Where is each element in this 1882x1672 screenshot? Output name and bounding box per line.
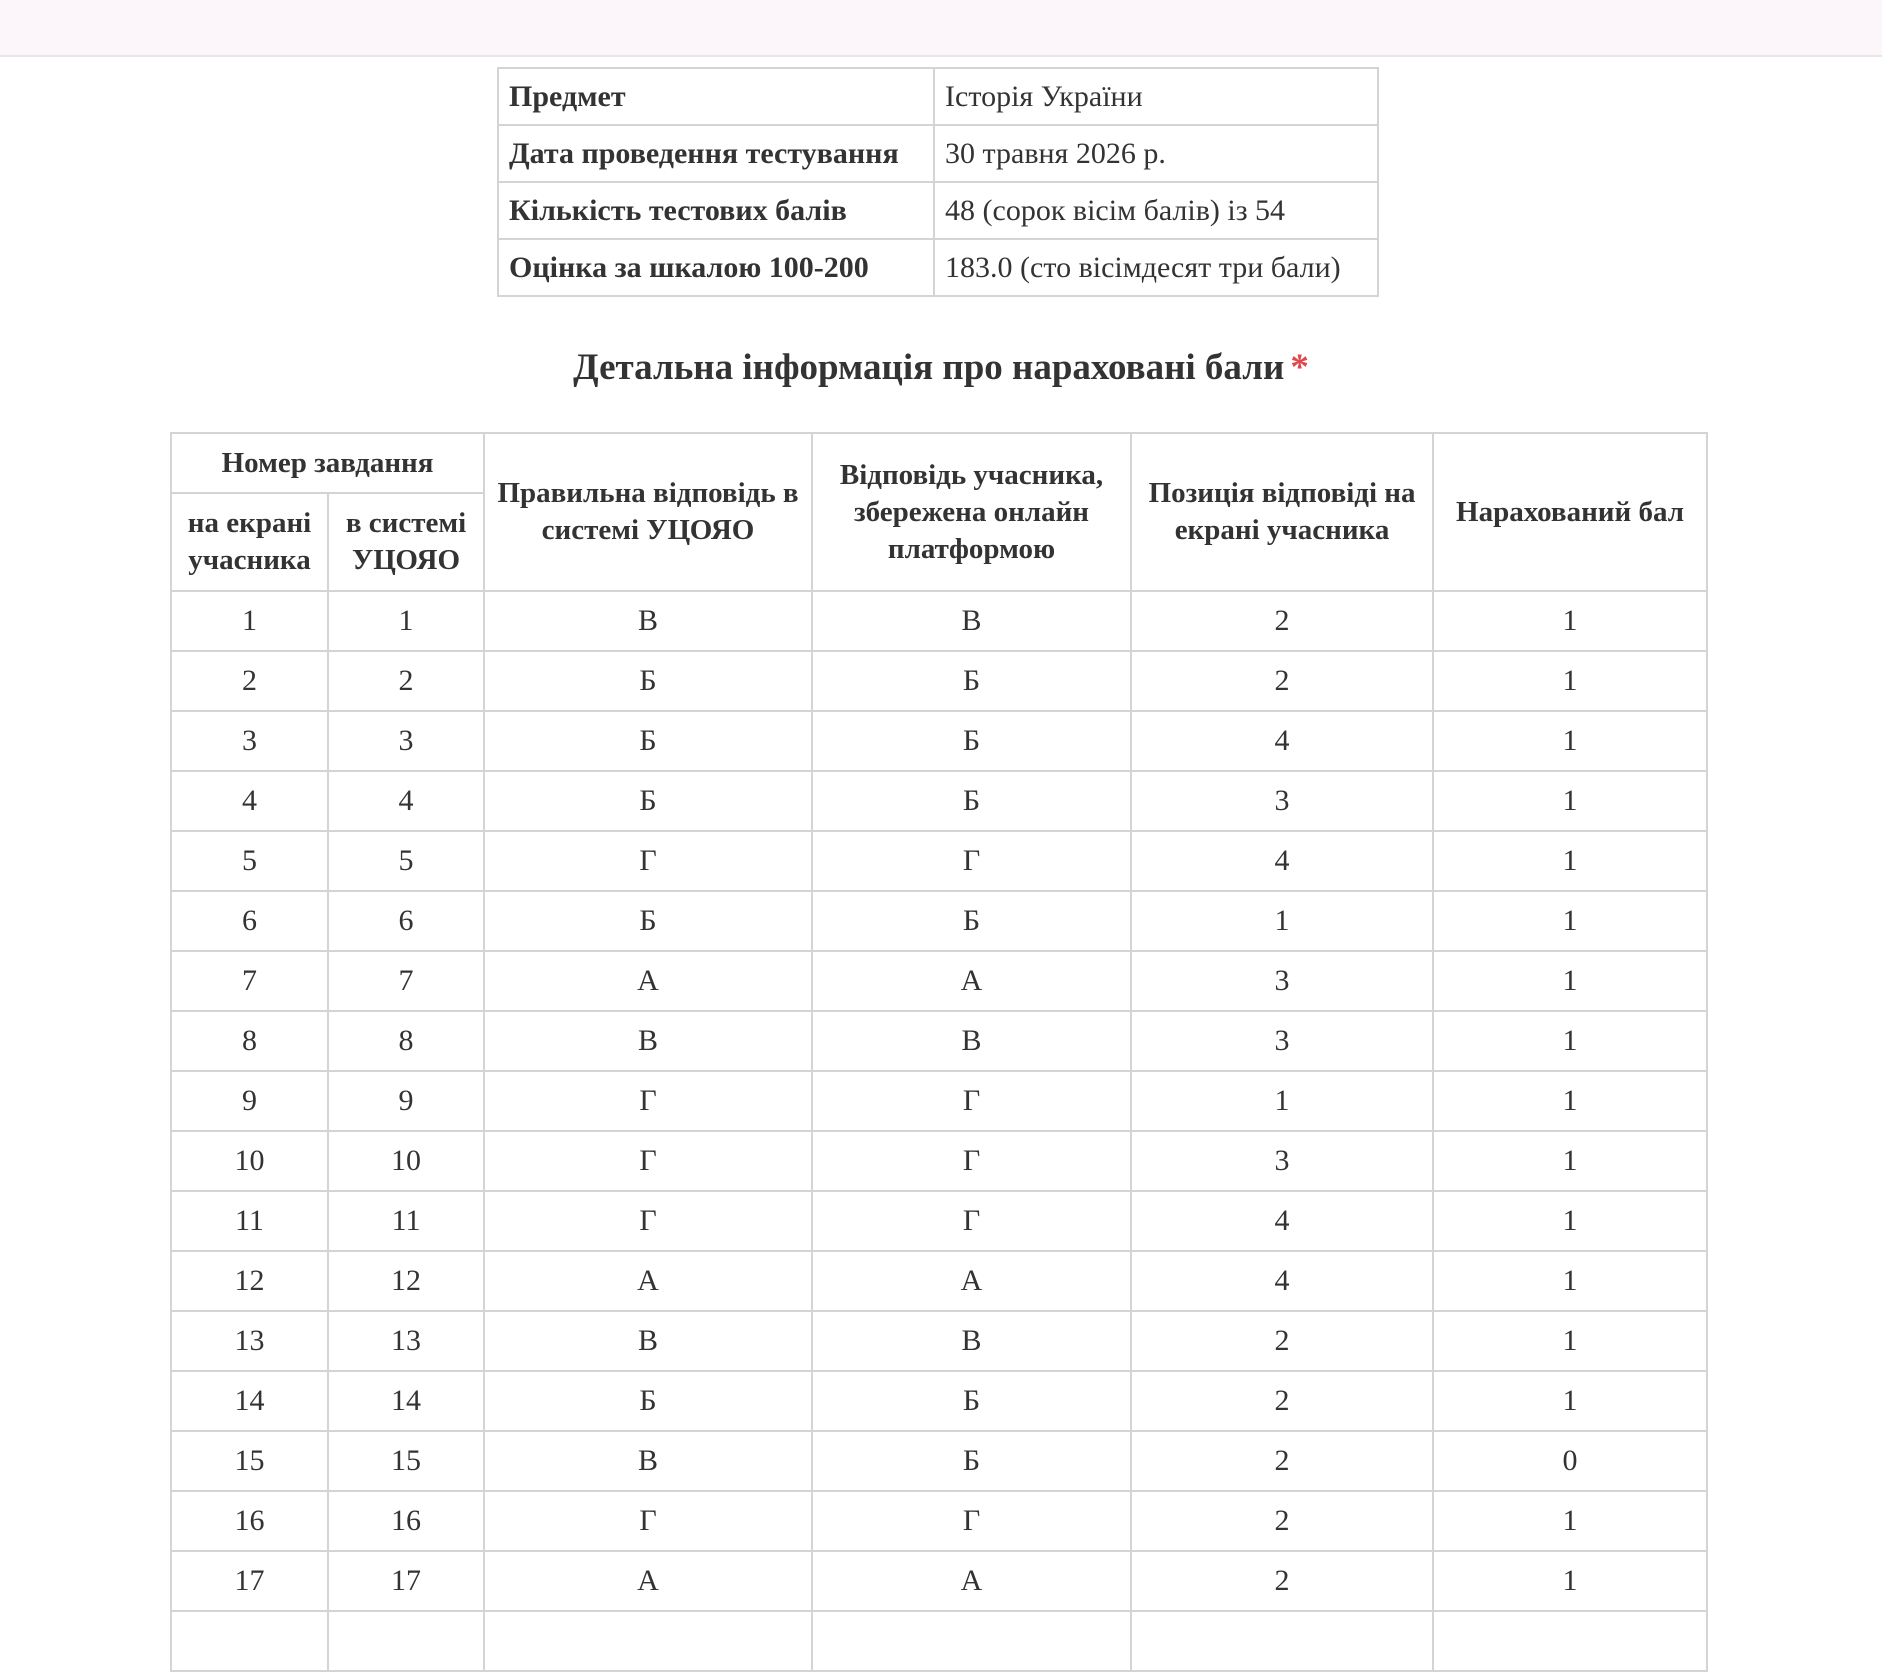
cell-task-on-screen: 11 [171,1191,328,1251]
score-details-table [170,432,1708,1672]
cell-correct-answer: Б [484,711,812,771]
table-row [171,1371,1707,1431]
cell-correct-answer: Б [484,1371,812,1431]
table-row [171,891,1707,951]
cell-participant-answer: А [812,1251,1131,1311]
cell-task-in-system: 3 [328,711,484,771]
on-screen-header: на екрані учасника [171,493,328,591]
summary-row [498,68,1378,125]
cell-answer-position: 2 [1131,651,1433,711]
table-row [171,1071,1707,1131]
cell-answer-position: 1 [1131,891,1433,951]
cell-participant-answer: Б [812,1371,1131,1431]
table-row [171,771,1707,831]
cell-score: 1 [1433,591,1707,651]
cell-task-in-system: 4 [328,771,484,831]
cell-correct-answer: Г [484,1491,812,1551]
cell-task-on-screen: 6 [171,891,328,951]
cell-answer-position: 2 [1131,591,1433,651]
cell-task-in-system: 12 [328,1251,484,1311]
cell-score: 1 [1433,891,1707,951]
cell-task-on-screen: 4 [171,771,328,831]
cell-task-on-screen: 16 [171,1491,328,1551]
cell-participant-answer: Г [812,1131,1131,1191]
cell-correct-answer: В [484,1431,812,1491]
details-table-header [171,433,1707,591]
cell-task-in-system: 8 [328,1011,484,1071]
cell-task-in-system: 6 [328,891,484,951]
summary-label: Оцінка за шкалою 100-200 [498,239,934,296]
cell-answer-position: 4 [1131,711,1433,771]
cell-correct-answer: Г [484,831,812,891]
cell-score: 1 [1433,1191,1707,1251]
cell-answer-position: 2 [1131,1431,1433,1491]
cell-correct-answer: Б [484,651,812,711]
table-row [171,1131,1707,1191]
table-row [171,1311,1707,1371]
cell-answer-position: 2 [1131,1371,1433,1431]
cell-score: 1 [1433,1551,1707,1611]
cell-answer-position: 2 [1131,1311,1433,1371]
cell-participant-answer: Г [812,831,1131,891]
cell-task-in-system [328,1611,484,1671]
table-row [171,1191,1707,1251]
cell-score: 1 [1433,1491,1707,1551]
cell-answer-position: 4 [1131,1251,1433,1311]
cell-score [1433,1611,1707,1671]
cell-task-in-system: 10 [328,1131,484,1191]
cell-answer-position: 3 [1131,771,1433,831]
details-table-body [171,591,1707,1671]
table-row [171,1551,1707,1611]
summary-row [498,182,1378,239]
cell-answer-position: 2 [1131,1551,1433,1611]
cell-participant-answer: Г [812,1071,1131,1131]
cell-task-on-screen: 7 [171,951,328,1011]
cell-task-on-screen: 9 [171,1071,328,1131]
cell-correct-answer: В [484,1011,812,1071]
summary-row [498,125,1378,182]
cell-correct-answer: А [484,951,812,1011]
cell-task-in-system: 15 [328,1431,484,1491]
cell-task-in-system: 13 [328,1311,484,1371]
cell-task-on-screen: 3 [171,711,328,771]
table-row [171,831,1707,891]
cell-answer-position: 3 [1131,1131,1433,1191]
cell-task-in-system: 1 [328,591,484,651]
cell-correct-answer: Б [484,771,812,831]
cell-task-in-system: 9 [328,1071,484,1131]
table-row [171,1251,1707,1311]
task-number-header: Номер завдання [171,433,484,493]
cell-correct-answer: Г [484,1131,812,1191]
footnote-asterisk: * [1290,347,1309,388]
cell-score: 1 [1433,651,1707,711]
cell-participant-answer: Б [812,771,1131,831]
cell-task-on-screen: 12 [171,1251,328,1311]
cell-score: 1 [1433,771,1707,831]
summary-label: Дата проведення тестування [498,125,934,182]
cell-correct-answer: В [484,591,812,651]
details-heading [0,346,1882,389]
cell-correct-answer: А [484,1251,812,1311]
cell-task-on-screen: 1 [171,591,328,651]
cell-correct-answer: Г [484,1191,812,1251]
cell-score: 1 [1433,711,1707,771]
cell-score: 1 [1433,1131,1707,1191]
cell-participant-answer: А [812,951,1131,1011]
cell-participant-answer: Г [812,1191,1131,1251]
cell-score: 1 [1433,1071,1707,1131]
top-bar [0,0,1882,57]
cell-correct-answer: А [484,1551,812,1611]
cell-answer-position: 1 [1131,1071,1433,1131]
cell-task-on-screen: 14 [171,1371,328,1431]
summary-value: 30 травня 2026 р. [934,125,1378,182]
cell-task-on-screen: 15 [171,1431,328,1491]
answer-position-header: Позиція відповіді на екрані учасника [1131,433,1433,591]
table-row [171,711,1707,771]
cell-participant-answer: В [812,1011,1131,1071]
cell-task-in-system: 11 [328,1191,484,1251]
cell-participant-answer: Б [812,651,1131,711]
cell-correct-answer: Б [484,891,812,951]
cell-score: 1 [1433,1251,1707,1311]
correct-answer-header: Правильна відповідь в системі УЦОЯО [484,433,812,591]
cell-score: 0 [1433,1431,1707,1491]
details-heading-title: Детальна інформація про нараховані бали [573,347,1285,388]
cell-task-in-system: 16 [328,1491,484,1551]
table-row [171,951,1707,1011]
result-summary-table [497,67,1379,297]
cell-task-on-screen: 5 [171,831,328,891]
cell-score: 1 [1433,1011,1707,1071]
cell-participant-answer: А [812,1551,1131,1611]
cell-task-on-screen: 10 [171,1131,328,1191]
cell-participant-answer: В [812,1311,1131,1371]
cell-participant-answer: В [812,591,1131,651]
cell-task-on-screen [171,1611,328,1671]
summary-label: Предмет [498,68,934,125]
summary-row [498,239,1378,296]
cell-task-on-screen: 17 [171,1551,328,1611]
cell-task-on-screen: 2 [171,651,328,711]
cell-answer-position: 2 [1131,1491,1433,1551]
cell-score: 1 [1433,951,1707,1011]
cell-task-in-system: 5 [328,831,484,891]
cell-answer-position: 4 [1131,1191,1433,1251]
cell-score: 1 [1433,1371,1707,1431]
cell-correct-answer: Г [484,1071,812,1131]
cell-task-in-system: 7 [328,951,484,1011]
cell-answer-position [1131,1611,1433,1671]
cell-task-in-system: 2 [328,651,484,711]
summary-value: 183.0 (сто вісімдесят три бали) [934,239,1378,296]
summary-label: Кількість тестових балів [498,182,934,239]
in-system-header: в системі УЦОЯО [328,493,484,591]
table-row [171,651,1707,711]
cell-answer-position: 4 [1131,831,1433,891]
cell-participant-answer: Б [812,891,1131,951]
cell-participant-answer: Г [812,1491,1131,1551]
table-row [171,1491,1707,1551]
cell-participant-answer [812,1611,1131,1671]
summary-value: 48 (сорок вісім балів) із 54 [934,182,1378,239]
cell-task-in-system: 17 [328,1551,484,1611]
cell-correct-answer: В [484,1311,812,1371]
table-row [171,1611,1707,1671]
cell-task-on-screen: 8 [171,1011,328,1071]
cell-score: 1 [1433,831,1707,891]
cell-correct-answer [484,1611,812,1671]
cell-participant-answer: Б [812,711,1131,771]
table-row [171,1431,1707,1491]
cell-score: 1 [1433,1311,1707,1371]
summary-value: Історія України [934,68,1378,125]
table-row [171,591,1707,651]
table-row [171,1011,1707,1071]
cell-answer-position: 3 [1131,951,1433,1011]
cell-answer-position: 3 [1131,1011,1433,1071]
cell-task-on-screen: 13 [171,1311,328,1371]
summary-body [498,68,1378,296]
cell-participant-answer: Б [812,1431,1131,1491]
cell-task-in-system: 14 [328,1371,484,1431]
participant-answer-header: Відповідь учасника, збережена онлайн платформою [812,433,1131,591]
score-header: Нарахований бал [1433,433,1707,591]
